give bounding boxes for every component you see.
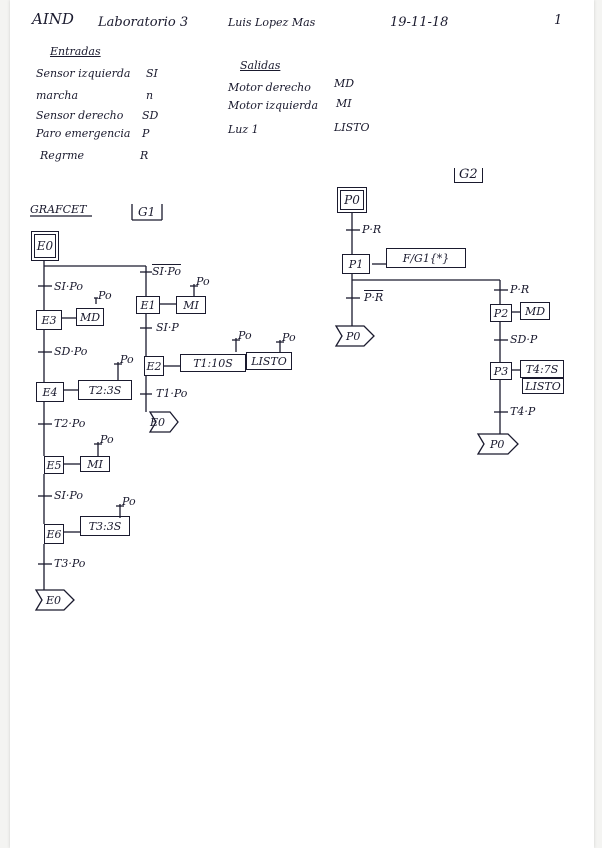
transition-si-p: SI·P <box>156 321 179 334</box>
step-e3: E3 <box>36 310 62 330</box>
date: 19-11-18 <box>390 15 449 30</box>
entrada-label: Regrme <box>40 149 85 162</box>
grafcet-title: GRAFCET <box>30 203 87 216</box>
entrada-code: P <box>142 127 150 140</box>
step-e4: E4 <box>36 382 64 402</box>
transition-t3-po: T3·Po <box>54 557 86 570</box>
entrada-label: Sensor izquierda <box>36 67 131 80</box>
step-e6: E6 <box>44 524 64 544</box>
salida-label: Motor derecho <box>228 81 311 94</box>
transition-not-si-po: SI·Po <box>152 265 181 278</box>
transition-si-po-2: SI·Po <box>54 489 83 502</box>
lab-title: Laboratorio 3 <box>98 15 189 30</box>
transition-p-r-2: P·R <box>510 283 530 296</box>
entrada-label: Sensor derecho <box>36 109 124 122</box>
transition-t1-po: T1·Po <box>156 387 188 400</box>
salida-label: Luz 1 <box>228 123 259 136</box>
step-p2: P2 <box>490 304 512 322</box>
action-t4-timer: T4:7S <box>520 360 564 378</box>
page-number: 1 <box>554 13 563 28</box>
entrada-code: n <box>146 89 154 102</box>
jump-to-p0: P0 <box>490 438 505 451</box>
transition-si-po: SI·Po <box>54 280 83 293</box>
step-e1: E1 <box>136 296 160 314</box>
transition-sd-p: SD·P <box>510 333 538 346</box>
entradas-title: Entradas <box>50 45 101 58</box>
course-code: AIND <box>32 10 74 28</box>
step-e0: E0 <box>34 234 56 258</box>
po-mark: Po <box>98 289 112 302</box>
action-listo-2: LISTO <box>522 378 564 394</box>
po-mark: Po <box>120 353 134 366</box>
action-listo: LISTO <box>246 352 292 370</box>
salidas-title: Salidas <box>240 59 281 72</box>
action-md-2: MD <box>520 302 550 320</box>
step-e5: E5 <box>44 456 64 474</box>
entrada-code: SI <box>146 67 158 80</box>
salida-code: MI <box>336 97 352 110</box>
transition-p-r: P·R <box>362 223 382 236</box>
salida-code: MD <box>334 77 355 90</box>
salida-label: Motor izquierda <box>228 99 319 112</box>
transition-not-p-r: P·R <box>364 291 384 304</box>
action-mi-2: MI <box>80 456 110 472</box>
entrada-code: R <box>140 149 149 162</box>
transition-t4-p: T4·P <box>510 405 536 418</box>
step-p3: P3 <box>490 362 512 380</box>
po-mark: Po <box>196 275 210 288</box>
action-force-g1: F/G1{*} <box>386 248 466 268</box>
entrada-code: SD <box>142 109 159 122</box>
g2-tag: G2 <box>454 168 483 183</box>
action-md: MD <box>76 308 104 326</box>
jump-to-e0: E0 <box>46 594 62 607</box>
salida-code: LISTO <box>334 121 370 134</box>
po-mark: Po <box>282 331 296 344</box>
transition-sd-po: SD·Po <box>54 345 88 358</box>
step-p1: P1 <box>342 254 370 274</box>
jump-to-e0: E0 <box>150 416 166 429</box>
action-t1-timer: T1:10S <box>180 354 246 372</box>
step-p0: P0 <box>340 190 364 210</box>
action-t2-timer: T2:3S <box>78 380 132 400</box>
action-mi: MI <box>176 296 206 314</box>
g1-tag: G1 <box>138 205 156 219</box>
po-mark: Po <box>122 495 136 508</box>
entrada-label: marcha <box>36 89 79 102</box>
po-mark: Po <box>100 433 114 446</box>
transition-t2-po: T2·Po <box>54 417 86 430</box>
jump-to-p0: P0 <box>346 330 361 343</box>
step-e2: E2 <box>144 356 164 376</box>
author-name: Luis Lopez Mas <box>228 16 316 29</box>
action-t3-timer: T3:3S <box>80 516 130 536</box>
po-mark: Po <box>238 329 252 342</box>
entrada-label: Paro emergencia <box>36 127 131 140</box>
